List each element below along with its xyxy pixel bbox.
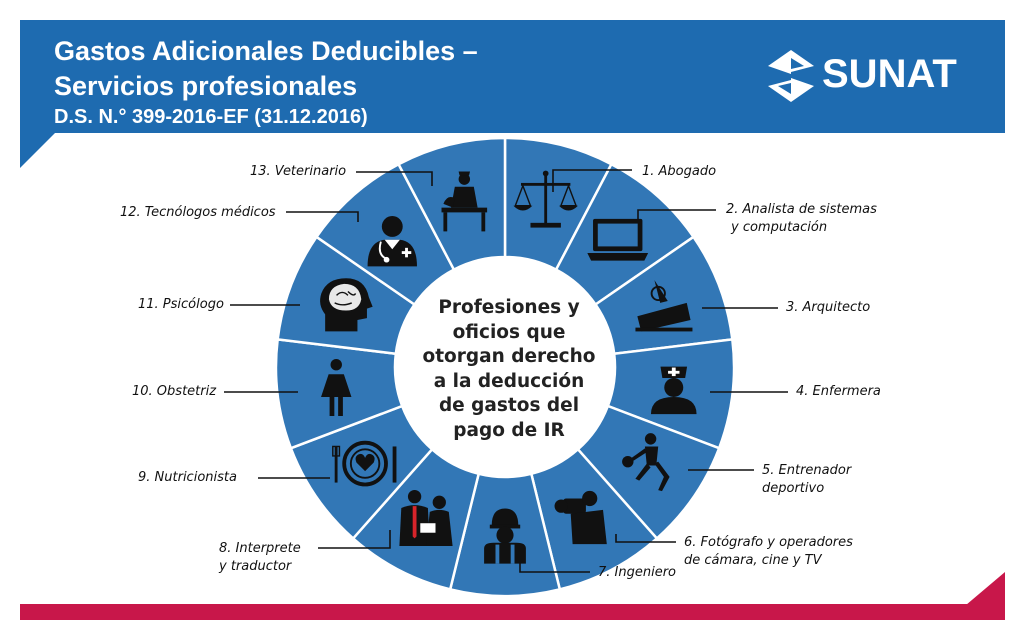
center-text-line: Profesiones y <box>438 297 580 318</box>
profession-label-12: 12. Tecnólogos médicos <box>120 205 276 220</box>
profession-label-2-line2: y computación <box>731 220 828 235</box>
profession-label-6-line2: de cámara, cine y TV <box>684 553 822 568</box>
profession-label-8: 8. Interprete <box>219 541 301 556</box>
page-title-line1: Gastos Adicionales Deducibles – <box>54 36 478 66</box>
profession-label-6: 6. Fotógrafo y operadores <box>684 535 853 550</box>
profession-label-1: 1. Abogado <box>642 164 717 179</box>
profession-label-4: 4. Enfermera <box>796 384 881 399</box>
profession-label-13: 13. Veterinario <box>250 164 347 179</box>
profession-label-3: 3. Arquitecto <box>786 300 871 315</box>
laptop-icon <box>587 219 648 261</box>
center-text-line: de gastos del <box>438 395 580 416</box>
profession-label-8-line2: y traductor <box>219 559 292 574</box>
profession-label-5: 5. Entrenador <box>762 463 852 478</box>
center-text-line: pago de IR <box>453 419 565 441</box>
profession-label-2: 2. Analista de sistemas <box>726 202 877 217</box>
profession-label-11: 11. Psicólogo <box>138 297 224 312</box>
profession-label-7: 7. Ingeniero <box>598 565 677 580</box>
profession-label-10: 10. Obstetriz <box>132 384 217 399</box>
page-title-line2: Servicios profesionales <box>54 71 358 101</box>
page-subtitle: D.S. N.° 399-2016-EF (31.12.2016) <box>54 106 368 128</box>
center-text-line: a la deducción <box>433 370 585 392</box>
sunat-logo-text: SUNAT <box>822 52 957 96</box>
center-text-line: oficios que <box>452 321 566 343</box>
center-text-line: otorgan derecho <box>422 346 596 367</box>
profession-label-5-line2: deportivo <box>762 481 825 496</box>
profession-label-9: 9. Nutricionista <box>138 470 237 485</box>
